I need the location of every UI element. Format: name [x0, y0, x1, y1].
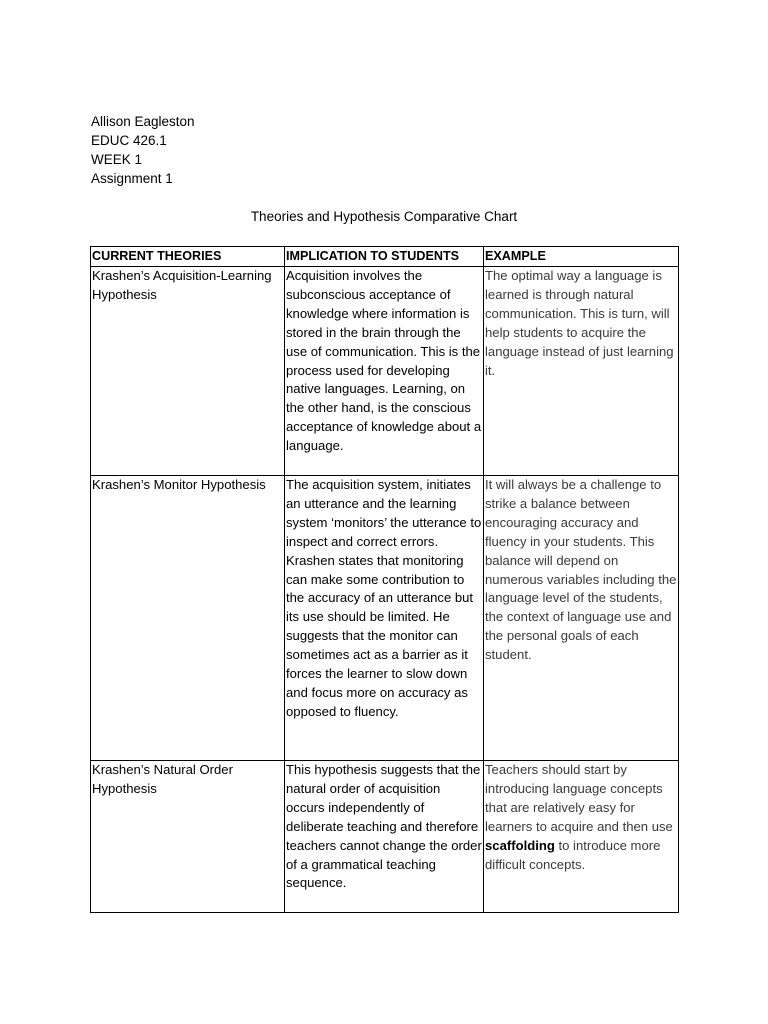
table-header-row: [91, 247, 679, 267]
chart-title: Theories and Hypothesis Comparative Chart: [250, 209, 518, 224]
table-row: [91, 761, 679, 913]
week-label: WEEK 1: [91, 152, 143, 167]
theory-cell: Krashen’s Monitor Hypothesis: [91, 476, 285, 761]
theory-cell: Krashen’s Natural Order Hypothesis: [91, 761, 285, 913]
example-text-before: Teachers should start by introducing language concepts that are relatively easy for learners to acquire and then use: [485, 762, 673, 834]
example-text-after: to introduce more difficult concepts.: [485, 837, 661, 872]
column-header-implication: IMPLICATION TO STUDENTS: [285, 247, 484, 267]
table-row: [91, 476, 679, 761]
author-name: Allison Eagleston: [91, 114, 195, 129]
example-cell: [484, 761, 679, 913]
assignment-label: Assignment 1: [91, 171, 173, 186]
table-row: [91, 267, 679, 476]
column-header-example: EXAMPLE: [484, 247, 679, 267]
implication-cell: The acquisition system, initiates an utterance and the learning system ‘monitors’ the utterance to inspect and correct errors. Krashen states that monitoring can make some contribution to the accuracy of an utterance but its use should be limited. He suggests that the monitor can sometimes act as a barrier as it forces the learner to slow down and focus more on accuracy as opposed to fluency.: [285, 476, 484, 761]
example-keyword-scaffolding: scaffolding: [485, 837, 555, 853]
course-code: EDUC 426.1: [91, 133, 167, 148]
column-header-theories: CURRENT THEORIES: [91, 247, 285, 267]
implication-cell: This hypothesis suggests that the natural order of acquisition occurs independently of deliberate teaching and therefore teachers cannot change the order of a grammatical teaching sequence.: [285, 761, 484, 913]
implication-cell: Acquisition involves the subconscious acceptance of knowledge where information is stored in the brain through the use of communication. This is the process used for developing native languages. Learning, on the other hand, is the conscious acceptance of knowledge about a language.: [285, 267, 484, 476]
example-cell: The optimal way a language is learned is through natural communication. This is turn, will help students to acquire the language instead of just learning it.: [484, 267, 679, 476]
comparative-chart-table: [90, 246, 679, 913]
document-header: [91, 112, 195, 188]
theory-cell: Krashen’s Acquisition-Learning Hypothesis: [91, 267, 285, 476]
example-cell: It will always be a challenge to strike a balance between encouraging accuracy and fluency in your students. This balance will depend on numerous variables including the language level of the students, the context of language use and the personal goals of each student.: [484, 476, 679, 761]
